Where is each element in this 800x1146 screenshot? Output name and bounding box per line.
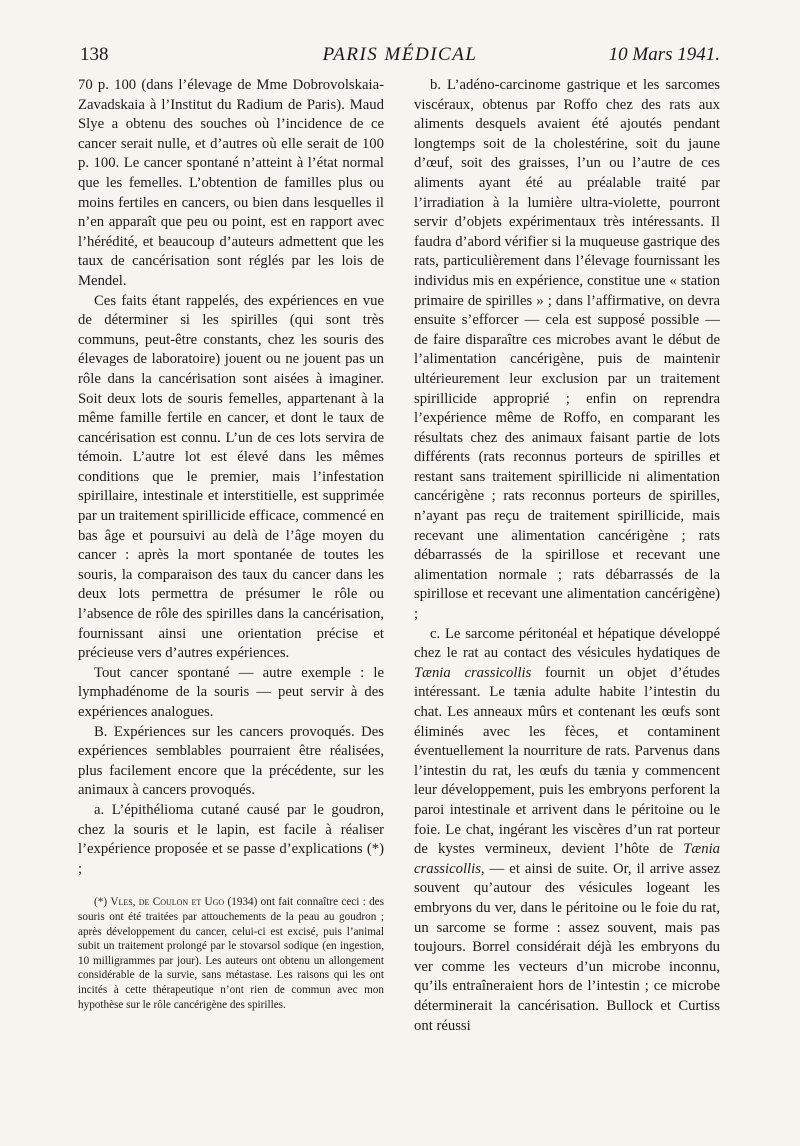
footnote — [78, 895, 384, 1012]
page-number: 138 — [80, 44, 109, 65]
paragraph: B. Expériences sur les cancers provoqués. Des expériences semblables pourraient être réalisées, plus facilement encore que la précédente, sur les animaux à cancers provoqués. — [78, 723, 384, 799]
right-column — [414, 76, 720, 1036]
paragraph: Ces faits étant rappelés, des expériences en vue de déterminer si les spirilles (qui sont très communs, peut-être constants, chez les souris des élevages de laboratoire) jouent ou ne jouent pas un rôle dans la cancérisation sont aisées à imaginer. Soit deux lots de souris femelles, appartenant à la même famille fertile en cancer, et dont le taux de cancérisation est connu. L’un de ces lots servira de témoin. L’autre lot est élevé dans les mêmes conditions que le premier, mais l’infestation spirillaire, intestinale et interstitielle, est supprimée par un traitement spirillicide efficace, commencé en bas âge et poursuivi au delà de l’âge moyen du cancer : après la mort spontanée de toutes les souris, la comparaison des taux du cancer dans les deux lots permettra de présumer le rôle ou l’absence de rôle des spirilles dans la cancérisation, fournissant ainsi une orientation précise et précieuse vers d’autres expériences. — [78, 292, 384, 662]
footnote-paragraph — [78, 895, 384, 1012]
text-run: c. Le sarcome péritonéal et hépatique développé chez le rat au contact des vésicules hydatiques de — [414, 625, 720, 662]
footnote-authors: Vles, de Coulon et Ugo (1934) — [110, 896, 258, 909]
left-column — [78, 76, 384, 1012]
issue-date: 10 Mars 1941. — [608, 44, 720, 65]
paragraph: Tout cancer spontané — autre exemple : le lymphadénome de la souris — peut servir à des expériences analogues. — [78, 664, 384, 720]
running-header — [80, 44, 720, 74]
journal-title: PARIS MÉDICAL — [322, 44, 478, 65]
text-run: — et ainsi de suite. Or, il arrive assez souvent qu’autour des vésicules logeant les embryons du ver, dans le péritoine ou le foie du rat, un sarcome se forme : assez souvent, mais pas toujours. Borrel considérait déjà les embryons du ver comme les vecteurs d’un microbe inconnu, qu’ils entraîneraient hors de l’intestin ; ce microbe déterminerait la cancérisation. Bullock et Curtiss ont réussi — [414, 860, 720, 1034]
species-name: Tænia crassicollis, — [414, 841, 720, 877]
paragraph: 70 p. 100 (dans l’élevage de Mme Dobrovolskaia-Zavadskaia à l’Institut du Radium de Paris). Maud Slye a obtenu des souches où l’incidence de ce cancer serait nulle, et d’autres où elle serait de 100 p. 100. Le cancer spontané n’atteint à l’état normal que les femelles. L’obtention de familles plus ou moins fertiles en cancers, ou bien dans lesquelles il n’en apparaît que peu ou point, est en rapport avec l’hérédité, et beaucoup d’auteurs admettent que les taux de cancérisation sont réglés par les lois de Mendel. — [78, 77, 384, 289]
paragraph: b. L’adéno-carcinome gastrique et les sarcomes viscéraux, obtenus par Roffo chez des rats aux aliments desquels avaient été ajoutés pendant longtemps soit de la cholestérine, soit du jaune d’œuf, soit des graisses, l’un ou l’autre de ces aliments ayant été au préalable traité par l’irradiation à la lumière ultra-violette, pourront servir d’objets expérimentaux très intéressants. Il faudra d’abord vérifier si la muqueuse gastrique des rats, particulièrement dans l’élevage fournissant les individus mis en expérience, constitue une « station primaire de spirilles » ; dans l’affirmative, on devra ensuite s’efforcer — cela est supposé possible — de faire disparaître ces microbes avant le début de l’alimentation cancérigène, puis de maintenir ultérieurement leur exclusion par un traitement spirillicide approprié ; enfin on reprendra l’expérience même de Roffo, en comparant les résultats chez des animaux faisant partie de lots différents (rats reconnus porteurs de spirilles et restant sans traitement spirillicide ni alimentation cancérigène ; rats reconnus porteurs de spirilles, n’ayant pas reçu de traitement spirillicide, mais recevant une alimentation cancérigène ; rats débarrassés de la spirillose et recevant une alimentation normale ; rats débarrassés de la spirillose et recevant une alimentation cancérigène) ; — [414, 77, 720, 623]
text-run: fournit un objet d’études intéressant. Le tænia adulte habite l’intestin du chat. Les anneaux mûrs et contenant les œufs sont éliminés avec les fèces, et contaminent éventuellement la nourriture de rats. Parvenus dans l’intestin du rat, les œufs du tænia y commencent leur développement, puis les embryons perforent la paroi intestinale et arrivent dans le péritoine ou le foie. Le chat, ingérant les viscères d’un rat porteur de kystes vermineux, devient l’hôte de — [414, 664, 720, 858]
paragraph: a. L’épithélioma cutané causé par le goudron, chez la souris et le lapin, est facile à réaliser l’expérience proposée et se passe d’explications (*) ; — [78, 801, 384, 877]
footnote-text: ont fait connaître ceci : des souris ont été traitées par attouchements de la peau au goudron ; après développement du cancer, celui-ci est excisé, puis l’animal subit un traitement prolongé par le stovarsol sodique (en ingestion, 10 milligrammes par jour). Les auteurs ont obtenu un allongement considérable de la survie, sans métastase. Les raisons qui les ont incités à cette thérapeutique n’ont rien de commun avec mon hypothèse sur le rôle cancérigène des spirilles. — [78, 896, 385, 1011]
paragraph — [414, 625, 720, 1036]
footnote-mark: (*) — [94, 896, 108, 909]
species-name: Tænia crassicollis — [414, 664, 532, 681]
